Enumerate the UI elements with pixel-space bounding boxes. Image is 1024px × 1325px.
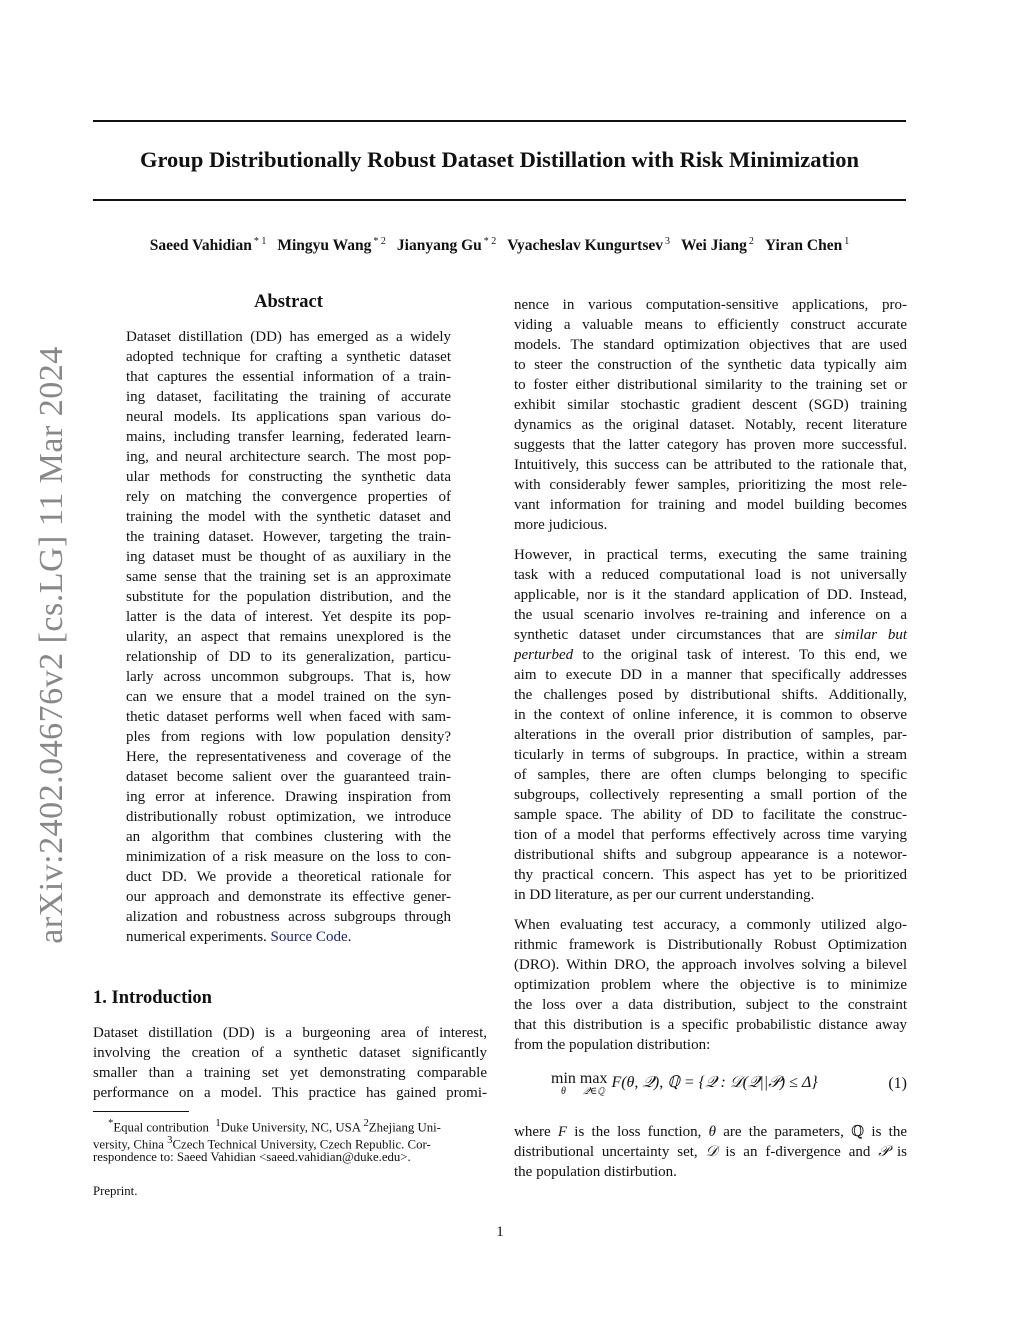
text-line: the training dataset. However, targeting the train-	[126, 529, 451, 545]
author	[150, 237, 278, 254]
source-code-link[interactable]: Source Code	[270, 929, 348, 945]
paragraph-line: where F is the loss function, θ are the parameters, ℚ is the	[514, 1124, 907, 1140]
text-line: ing dataset, facilitating the training of accurate	[126, 389, 451, 405]
text-line: thy practical concern. This aspect has yet to be prioritized	[514, 867, 907, 883]
min-operator: min θ	[551, 1070, 576, 1097]
text-line: Intuitively, this success can be attributed to the rationale that,	[514, 457, 907, 473]
text-line: ticularly in terms of subgroups. In practice, within a stream	[514, 747, 907, 763]
text-line: alterations in the overall prior distribution of samples, par-	[514, 727, 907, 743]
text-line: distributionally robust optimization, we introduce	[126, 809, 451, 825]
text-line: However, in practical terms, executing the same training	[514, 547, 907, 563]
text-line: the loss over a data distribution, subject to the constraint	[514, 997, 907, 1013]
text-line: our approach and demonstrate its effective gener-	[126, 889, 451, 905]
author-name: Mingyu Wang	[277, 237, 372, 255]
text-line: duct DD. We provide a theoretical rationale for	[126, 869, 451, 885]
equation-formula	[551, 1072, 818, 1098]
text-line: subgroups, collectively representing a small portion of the	[514, 787, 907, 803]
text-line: minimization of a risk measure on the loss to con-	[126, 849, 451, 865]
paragraph-line: the population distirbution.	[514, 1164, 677, 1180]
emphasis-similar-but: similar but	[834, 627, 907, 643]
right-column-paragraph-1	[514, 295, 907, 535]
text-line: suggests that the latter category has proven more successful.	[514, 437, 907, 453]
text-line: the usual scenario involves re-training and inference on a	[514, 607, 907, 623]
text-line: optimization problem where the objective is to minimize	[514, 977, 907, 993]
text-line: When evaluating test accuracy, a commonly utilized algo-	[514, 917, 907, 933]
author	[507, 237, 681, 254]
abstract-heading: Abstract	[254, 292, 323, 312]
author	[681, 237, 765, 254]
equation-body: F(θ, 𝒬), ℚ = {𝒬 : 𝒟(𝒬||𝒫) ≤ Δ}	[611, 1074, 818, 1091]
text-line: aim to execute DD in a manner that specifically addresses	[514, 667, 907, 683]
author-name: Yiran Chen	[764, 237, 843, 255]
text-line: viding a valuable means to efficiently construct accurate	[514, 317, 907, 333]
right-column-paragraph-4	[514, 1122, 907, 1182]
text-line: ing, and neural architecture search. The most pop-	[126, 449, 451, 465]
author-affiliation-marker: * 2	[483, 236, 497, 247]
text-line: adopted technique for crafting a synthetic dataset	[126, 349, 451, 365]
right-column-paragraph-2	[514, 545, 907, 905]
text-line: latter is the data of interest. Yet despite its pop-	[126, 609, 451, 625]
text-line: ing dataset must be thought of as auxiliary in the	[126, 549, 451, 565]
text-line: vant information for training and model building becomes	[514, 497, 907, 513]
max-operator: max 𝒬∈ℚ	[579, 1070, 608, 1097]
text-line: alization and robustness across subgroups through	[126, 909, 451, 925]
preprint-label: Preprint.	[93, 1184, 138, 1198]
text-line: task with a reduced computational load is not universally	[514, 567, 907, 583]
equation-1	[514, 1072, 907, 1106]
text-line: Dataset distillation (DD) has emerged as a widely	[126, 329, 451, 345]
text-line: with considerably fewer samples, prioritizing the most rele-	[514, 477, 907, 493]
text-line: neural models. Its applications span various do-	[126, 409, 451, 425]
author-name: Saeed Vahidian	[149, 237, 252, 255]
text-line: ular methods for constructing the synthetic data	[126, 469, 451, 485]
abstract-last-text: numerical experiments.	[126, 929, 267, 945]
page-number: 1	[496, 1224, 504, 1240]
text-line: rely on matching the convergence properties of	[126, 489, 451, 505]
text-line: more judicious.	[514, 517, 608, 533]
author-list	[93, 236, 906, 255]
author-affiliation-marker: 3	[664, 236, 670, 247]
text-line: same sense that the training set is an approximate	[126, 569, 451, 585]
abstract-text	[126, 327, 451, 947]
paragraph-line: perturbed to the original task of interest. To this end, we	[514, 647, 907, 663]
text-line: to foster either distributional similarity to the training set or	[514, 377, 907, 393]
text-line: mains, including transfer learning, federated learn-	[126, 429, 451, 445]
text-line: distributional shifts and subgroup appearance is a notewor-	[514, 847, 907, 863]
author	[397, 237, 507, 254]
right-column-paragraph-3	[514, 915, 907, 1055]
footnote-line-1: *Equal contribution $^1$Duke University, NC, USA $^2$Zhejiang Uni-	[108, 1118, 441, 1135]
text-line: relationship of DD to its generalization, particu-	[126, 649, 451, 665]
footnote-line-2: versity, China $^3$Czech Technical University, Czech Republic. Cor-	[93, 1134, 431, 1151]
author-name: Wei Jiang	[680, 237, 747, 255]
text-line: dataset become salient over the guaranteed train-	[126, 769, 451, 785]
paragraph-line: synthetic dataset under circumstances that are similar but	[514, 627, 907, 643]
author-name: Jianyang Gu	[396, 237, 482, 255]
text-line: ing error at inference. Drawing inspiration from	[126, 789, 451, 805]
text-line: sample space. The ability of DD to facilitate the construc-	[514, 807, 907, 823]
text-line: rithmic framework is Distributionally Robust Optimization	[514, 937, 907, 953]
text-line: models. The standard optimization objectives that are used	[514, 337, 907, 353]
paragraph-line: distributional uncertainty set, 𝒟 is an f-divergence and 𝒫 is	[514, 1144, 907, 1160]
text-line: ularity, an aspect that remains unexplored is the	[126, 629, 451, 645]
abstract-last-line	[126, 927, 451, 947]
abstract-last-period: .	[347, 929, 352, 945]
text-line: (DRO). Within DRO, the approach involves solving a bilevel	[514, 957, 907, 973]
footnote-rule	[93, 1111, 189, 1112]
author-affiliation-marker: * 2	[373, 236, 386, 247]
paper-title: Group Distributionally Robust Dataset Distillation with Risk Minimization	[139, 147, 860, 172]
text-line: ples from regions with low population density?	[126, 729, 451, 745]
text-line: that this distribution is a specific probabilistic distance away	[514, 1017, 907, 1033]
arxiv-identifier: arXiv:2402.04676v2 [cs.LG] 11 Mar 2024	[33, 346, 70, 944]
text-line: thetic dataset performs well when faced with sam-	[126, 709, 451, 725]
author-affiliation-marker: 2	[748, 236, 754, 247]
text-line: from the population distribution:	[514, 1037, 711, 1053]
title-rule-top	[93, 120, 906, 122]
text-line: applicable, nor is it the standard application of DD. Instead,	[514, 587, 907, 603]
text-line: Here, the representativeness and coverage of the	[126, 749, 451, 765]
text-line: smaller than a training set yet demonstrating comparable	[93, 1065, 487, 1081]
footnote-line-3: respondence to: Saeed Vahidian <saeed.vahidian@duke.edu>.	[93, 1150, 411, 1164]
emphasis-perturbed: perturbed	[514, 647, 574, 663]
text-line: tion of a model that performs effectively across time varying	[514, 827, 907, 843]
text-line: to steer the construction of the synthetic data typically aim	[514, 357, 907, 373]
text-line: of samples, there are often clumps belonging to specific	[514, 767, 907, 783]
text-line: in DD literature, as per our current understanding.	[514, 887, 815, 903]
author	[765, 237, 849, 254]
title-rule-bottom	[93, 199, 906, 201]
text-line: substitute for the population distribution, and the	[126, 589, 451, 605]
text-line: the challenges posed by distributional shifts. Additionally,	[514, 687, 907, 703]
text-line: dynamics as the original dataset. Notably, recent literature	[514, 417, 907, 433]
text-line: performance on a model. This practice has gained promi-	[93, 1085, 487, 1101]
author-affiliation-marker: 1	[844, 236, 850, 247]
text-line: that captures the essential information of a train-	[126, 369, 451, 385]
text-line: involving the creation of a synthetic dataset significantly	[93, 1045, 487, 1061]
author-affiliation-marker: * 1	[253, 236, 267, 247]
text-line: training the model with the synthetic dataset and	[126, 509, 451, 525]
text-line: an algorithm that combines clustering with the	[126, 829, 451, 845]
text-line: nence in various computation-sensitive applications, pro-	[514, 297, 907, 313]
text-line: in the context of online inference, it is common to observe	[514, 707, 907, 723]
text-line: Dataset distillation (DD) is a burgeoning area of interest,	[93, 1025, 487, 1041]
introduction-text	[93, 1023, 487, 1103]
text-line: larly across uncommon subgroups. That is, how	[126, 669, 451, 685]
footnote	[93, 1116, 487, 1166]
text-line: exhibit similar stochastic gradient descent (SGD) training	[514, 397, 907, 413]
equation-number: (1)	[888, 1075, 907, 1092]
author-name: Vyacheslav Kungurtsev	[507, 237, 663, 255]
section-heading-introduction: 1. Introduction	[93, 988, 212, 1008]
text-line: can we ensure that a model trained on the syn-	[126, 689, 451, 705]
author	[277, 237, 397, 254]
